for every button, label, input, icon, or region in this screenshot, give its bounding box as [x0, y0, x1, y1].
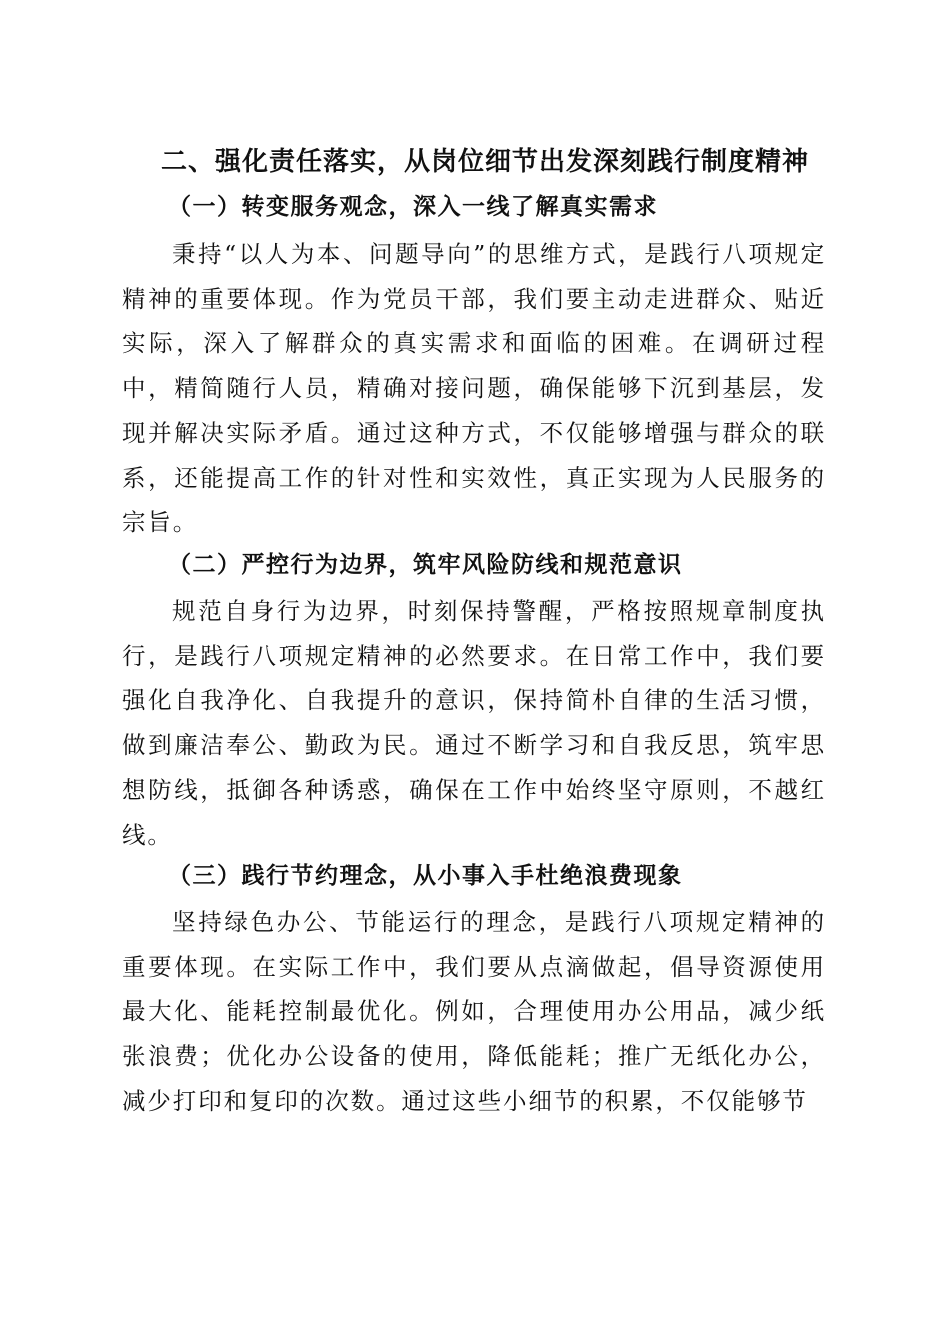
subsection-paragraph-3: 坚持绿色办公、节能运行的理念，是践行八项规定精神的重要体现。在实际工作中，我们要从点滴做起，倡导资源使用最大化、能耗控制最优化。例如，合理使用办公用品，减少纸张浪费；优化办公设备的使用，降低能耗；推广无纸化办公，减少打印和复印的次数。通过这些小细节的积累，不仅能够节: [122, 908, 826, 1115]
subsection-paragraph-1: 秉持“以人为本、问题导向”的思维方式，是践行八项规定精神的重要体现。作为党员干部，我们要主动走进群众、贴近实际，深入了解群众的真实需求和面临的困难。在调研过程中，精简随行人员，精确对接问题，确保能够下沉到基层，发现并解决实际矛盾。通过这种方式，不仅能够增强与群众的联系，还能提高工作的针对性和实效性，真正实现为人民服务的宗旨。: [122, 240, 826, 537]
subsection-paragraph-2: 规范自身行为边界，时刻保持警醒，严格按照规章制度执行，是践行八项规定精神的必然要求。在日常工作中，我们要强化自我净化、自我提升的意识，保持简朴自律的生活习惯，做到廉洁奉公、勤政为民。通过不断学习和自我反思，筑牢思想防线，抵御各种诱惑，确保在工作中始终坚守原则，不越红线。: [122, 597, 826, 849]
subsection-heading-2: （二）严控行为边界，筑牢风险防线和规范意识: [168, 551, 683, 578]
subsection-heading-1: （一）转变服务观念，深入一线了解真实需求: [168, 193, 658, 220]
subsection-heading-3: （三）践行节约理念，从小事入手杜绝浪费现象: [168, 862, 683, 889]
section-title: 二、强化责任落实，从岗位细节出发深刻践行制度精神: [160, 147, 809, 177]
